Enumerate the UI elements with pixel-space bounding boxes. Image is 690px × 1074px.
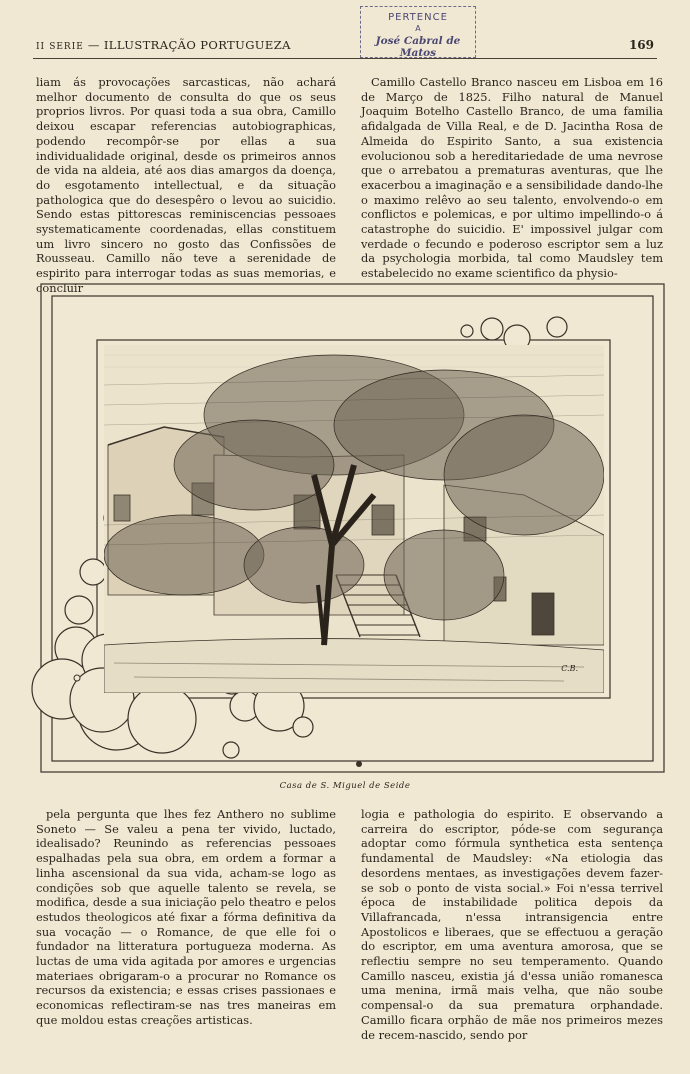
publication-title: ILLUSTRAÇÃO PORTUGUEZA <box>103 38 291 52</box>
column-top-left: liam ás provocações sarcasticas, não achará melhor documento de consulta do que os seus proprios livros. Por quasi toda a sua obra, Camillo deixou escapar referencias autobiographicas, podendo recompôr-se por ellas a sua individualidade original, desde os primeiros annos de vida na aldeia, até aos dias amargos da doença, do esgotamento intellectual, e da situação pathologica que do desespêro o levou ao suicidio. Sendo estas pittorescas reminiscencias pessoaes systematicamente coordenadas, ellas constituem um livro sincero no gosto das Confissões de Rousseau. Camillo não teve a serenidade de espirito para interrogar todas as suas memorias, e concluir <box>36 75 336 295</box>
column-top-right: Camillo Castello Branco nasceu em Lisboa em 16 de Março de 1825. Filho natural de Manuel Joaquim Botelho Castello Branco, de uma familia afidalgada de Villa Real, e de D. Jacintha Rosa de Almeida do Espirito Santo, a sua existencia evolucionou sob a hereditariedade de uma nevrose que o arrebatou a prematuras aventuras, que lhe exacerbou a imaginação e a sensibilidade dando-lhe o maximo relêvo ao seu talento, envolvendo-o em conflictos e polemicas, e por ultimo impellindo-o á catastrophe do suicidio. E' impossivel julgar com verdade o fecundo e poderoso escriptor sem a luz da psychologia morbida, tal como Maudsley tem estabelecido no exame scientifico da physio- <box>361 75 663 281</box>
title-dash: — <box>87 38 100 52</box>
stamp-line-1: PERTENCE <box>388 12 448 23</box>
column-bottom-left: pela pergunta que lhes fez Anthero no sublime Soneto — Se valeu a pena ter vivido, luctado, idealisado? Reunindo as referencias pessoaes espalhadas pela sua obra, em ordem a formar a linha ascensional da sua vida, acham-se logo as condições sob que aquelle talento se revela, se modifica, desde a sua iniciação pelo theatro e pelos estudos theologicos até fixar a fórma definitiva da sua vocação — o Romance, de que elle foi o fundador na litteratura portugueza moderna. As luctas de uma vida agitada por amores e urgencias materiaes obrigaram-o a procurar no Romance os recursos da existencia; e essas crises passionaes e economicas reflectiram-se nas tres maneiras em que moldou estas creações artisticas. <box>36 807 336 1027</box>
page-number: 169 <box>628 38 654 52</box>
series-word: SERIE <box>49 42 84 52</box>
column-bottom-right: logia e pathologia do espirito. E observando a carreira do escriptor, póde-se com segurança adoptar como fórmula synthetica esta sentença fundamental de Maudsley: «Na etiologia das desordens mentaes, as investigações devem fazer-se sob o ponto de vista social.» Foi n'essa terrivel época de instabilidade politica depois da Villafrancada, n'essa intransigencia entre Apostolicos e liberaes, que se effectuou a geração do escriptor, em uma aventura amorosa, que se reflectiu sempre no seu temperamento. Quando Camillo nasceu, existia já d'essa união romanesca uma menina, irmã mais velha, que não soube compensal-o da sua prematura orphandade. Camillo ficara orphão de mãe nos primeiros mezes de recem-nascido, sendo por <box>361 807 663 1042</box>
series-number: II <box>36 42 46 52</box>
illustration-caption: Casa de S. Miguel de Seide <box>279 781 411 791</box>
illustration-casa-seide <box>104 345 604 693</box>
stamp-line-3: José Cabral de Matos <box>375 35 461 59</box>
stamp-line-2: A <box>415 24 421 33</box>
illustration-signature: C.B. <box>561 664 578 673</box>
